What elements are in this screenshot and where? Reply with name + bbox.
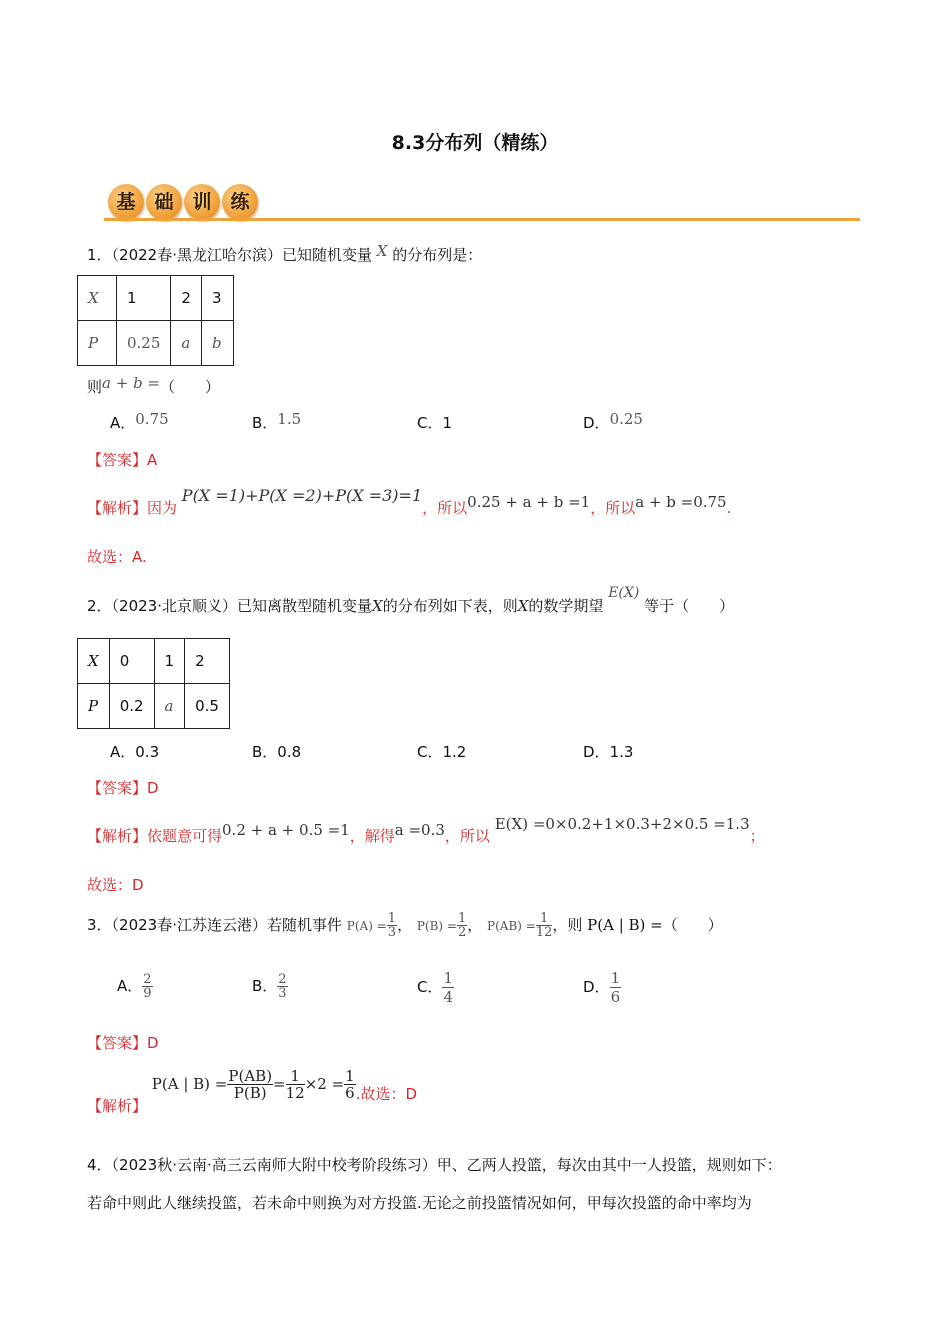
table-cell: P <box>78 321 117 366</box>
option-label: D． <box>583 743 610 761</box>
banner-char: 训 <box>184 184 220 220</box>
stem-text: 的分布列如下表，则 <box>382 597 518 615</box>
fraction-numerator: 2 <box>278 972 287 987</box>
banner-char: 练 <box>222 184 258 220</box>
math-expr: a + b = <box>102 374 161 392</box>
table-cell: X <box>78 276 117 321</box>
question-source: （2023春·江苏连云港） <box>111 916 267 934</box>
math-expr: P(X =1)+P(X =2)+P(X =3)=1 <box>181 486 423 505</box>
analysis-text: ，解得 <box>349 827 395 845</box>
distribution-table-q1 <box>77 275 234 366</box>
fraction-numerator: P(AB) <box>228 1067 273 1085</box>
question-source: （2022春·黑龙江哈尔滨） <box>111 246 282 264</box>
table-cell: 2 <box>185 639 230 684</box>
table-cell: 0.5 <box>185 684 230 729</box>
math-expr: a + b =0.75 <box>635 493 727 511</box>
option-a <box>110 741 159 762</box>
fraction-numerator: 1 <box>610 969 621 987</box>
choice-2: 故选：D <box>87 876 144 894</box>
option-value: 1 <box>442 414 453 432</box>
question-1-ask <box>87 376 220 397</box>
fraction-denominator: 2 <box>457 925 467 940</box>
analysis-label: 【解析】因为 <box>87 499 178 517</box>
analysis-1 <box>87 486 732 518</box>
table-cell: 2 <box>171 276 202 321</box>
stem-text: ，则 <box>552 916 583 934</box>
option-a <box>117 973 153 1000</box>
math-expr: 0.2 + a + 0.5 =1 <box>222 821 350 839</box>
banner-char: 础 <box>146 184 182 220</box>
math-expr: P(A) = <box>346 919 387 933</box>
fraction <box>344 1068 356 1101</box>
question-2-stem <box>87 585 735 616</box>
math-expr: P(AB) = <box>487 919 536 933</box>
analysis-text: ，所以 <box>444 827 490 845</box>
fraction-numerator: 1 <box>536 912 553 926</box>
option-value: 1.5 <box>277 410 302 428</box>
table-cell: 1 <box>154 639 185 684</box>
math-expr: 0.25 + a + b =1 <box>467 493 591 511</box>
option-label: D． <box>583 414 610 432</box>
question-source: （2023秋·云南·高三云南师大附中校考阶段练习） <box>111 1156 437 1174</box>
table-cell: 0.2 <box>109 684 154 729</box>
option-b <box>252 741 301 762</box>
question-number: 1． <box>87 246 112 264</box>
choice-1: 故选：A. <box>87 548 147 566</box>
table-cell: b <box>201 321 233 366</box>
fraction <box>387 912 397 939</box>
option-a <box>110 412 169 433</box>
option-label: A． <box>110 414 136 432</box>
option-label: D． <box>583 978 610 996</box>
option-label: C． <box>417 978 443 996</box>
stem-text: 若随机事件 <box>267 916 343 934</box>
option-value: 0.75 <box>135 410 169 428</box>
fraction-denominator: 4 <box>443 988 454 1006</box>
distribution-table-q2 <box>77 638 230 729</box>
question-number: 3． <box>87 916 112 934</box>
question-number: 4． <box>87 1156 112 1174</box>
stem-text: 的分布列是： <box>392 246 483 264</box>
stem-text: 甲、乙两人投篮，每次由其中一人投篮，规则如下： <box>436 1156 782 1174</box>
table-cell: a <box>154 684 185 729</box>
fraction-denominator: 9 <box>143 986 152 1001</box>
analysis-label: 【解析】依题意可得 <box>87 827 223 845</box>
stem-text: 已知随机变量 <box>282 246 373 264</box>
fraction-numerator: 1 <box>457 911 467 926</box>
option-label: B． <box>252 414 278 432</box>
math-expr: = <box>273 1075 286 1093</box>
option-d <box>583 741 633 762</box>
math-expr: ×2 = <box>304 1075 345 1093</box>
math-expr: a =0.3 <box>394 821 445 839</box>
option-value: 1.3 <box>609 743 634 761</box>
analysis-text: ，所以 <box>422 499 468 517</box>
section-divider <box>104 218 860 221</box>
stem-text: 的数学期望 <box>528 597 604 615</box>
fraction-numerator: 1 <box>345 1067 355 1085</box>
table-cell: X <box>78 639 110 684</box>
fraction <box>442 969 454 1006</box>
page-title: 8.3分布列（精练） <box>391 132 559 154</box>
math-expr: P(B) = <box>416 919 457 933</box>
analysis-text: .故选：D <box>355 1085 418 1103</box>
answer-3: 【答案】D <box>87 1034 159 1052</box>
option-value: 0.8 <box>277 743 302 761</box>
option-label: B． <box>252 977 278 995</box>
analysis-3 <box>87 1067 418 1115</box>
math-expr: E(X) <box>608 585 640 601</box>
math-expr: E(X) =0×0.2+1×0.3+2×0.5 =1.3 <box>494 815 750 833</box>
fraction-denominator: 3 <box>387 925 397 940</box>
fraction-numerator: 1 <box>387 911 397 926</box>
answer-blank: （ ） <box>662 916 723 934</box>
analysis-label: 【解析】 <box>87 1097 148 1115</box>
fraction <box>142 973 152 1000</box>
table-cell: P <box>78 684 110 729</box>
stem-text: 已知离散型随机变量 <box>237 597 373 615</box>
answer-2: 【答案】D <box>87 779 159 797</box>
option-d <box>583 969 621 1006</box>
option-c <box>417 741 466 762</box>
fraction-numerator: 1 <box>286 1068 305 1085</box>
option-b <box>252 973 288 1000</box>
option-label: C． <box>417 414 443 432</box>
question-source: （2023·北京顺义） <box>111 597 237 615</box>
option-value: 0.25 <box>609 410 643 428</box>
option-label: C． <box>417 743 443 761</box>
variable: X <box>372 597 383 615</box>
option-d <box>583 412 643 433</box>
option-b <box>252 412 301 433</box>
fraction-denominator: 6 <box>610 988 621 1006</box>
option-c <box>417 969 454 1006</box>
question-3-stem: 3．（2023春·江苏连云港）若随机事件 P(A) = $\frac{1}{3}$ ， P(B) = $\frac{1}{2}$ ， P(AB) = $\frac{1}{12}$ ，则 P(A | B) =（ ） <box>87 911 723 940</box>
option-label: B． <box>252 743 278 761</box>
option-value: 0.3 <box>135 743 160 761</box>
banner-char: 基 <box>108 184 144 220</box>
question-4-line-1 <box>87 1154 782 1175</box>
fraction-denominator: 12 <box>285 1084 305 1102</box>
analysis-text: ； <box>749 827 765 845</box>
analysis-text: ，所以 <box>590 499 636 517</box>
answer-1: 【答案】A <box>87 451 158 469</box>
fraction-denominator: 3 <box>278 986 287 1001</box>
answer-blank: （ ） <box>160 378 221 396</box>
fraction-denominator: 12 <box>535 925 553 940</box>
fraction-numerator: 2 <box>143 972 152 987</box>
table-cell: a <box>171 321 202 366</box>
analysis-2 <box>87 815 765 846</box>
option-label: A． <box>110 743 136 761</box>
option-label: A． <box>117 977 143 995</box>
question-4-line-2: 若命中则此人继续投篮，若未命中则换为对方投篮.无论之前投篮情况如何，甲每次投篮的命中率均为 <box>87 1194 752 1212</box>
fraction <box>277 973 287 1000</box>
fraction-denominator: 6 <box>345 1084 355 1102</box>
question-1-stem <box>87 244 482 265</box>
fraction <box>227 1068 273 1101</box>
fraction <box>457 912 467 939</box>
stem-text: 等于（ ） <box>644 597 735 615</box>
fraction <box>536 912 553 939</box>
math-expr: P(A | B) = <box>151 1075 228 1093</box>
table-cell: 3 <box>201 276 233 321</box>
fraction <box>610 969 622 1006</box>
question-number: 2． <box>87 597 112 615</box>
table-cell: 1 <box>117 276 171 321</box>
variable: X <box>517 597 529 615</box>
fraction-denominator: P(B) <box>233 1084 267 1102</box>
analysis-text: . <box>726 499 732 517</box>
option-c <box>417 412 452 433</box>
variable: X <box>376 242 388 260</box>
fraction-numerator: 1 <box>443 969 454 987</box>
fraction <box>286 1068 305 1101</box>
stem-text: 则 <box>87 378 103 396</box>
table-cell: 0 <box>109 639 154 684</box>
table-cell: 0.25 <box>117 321 171 366</box>
option-value: 1.2 <box>442 743 467 761</box>
math-expr: P(A | B) = <box>587 916 663 934</box>
